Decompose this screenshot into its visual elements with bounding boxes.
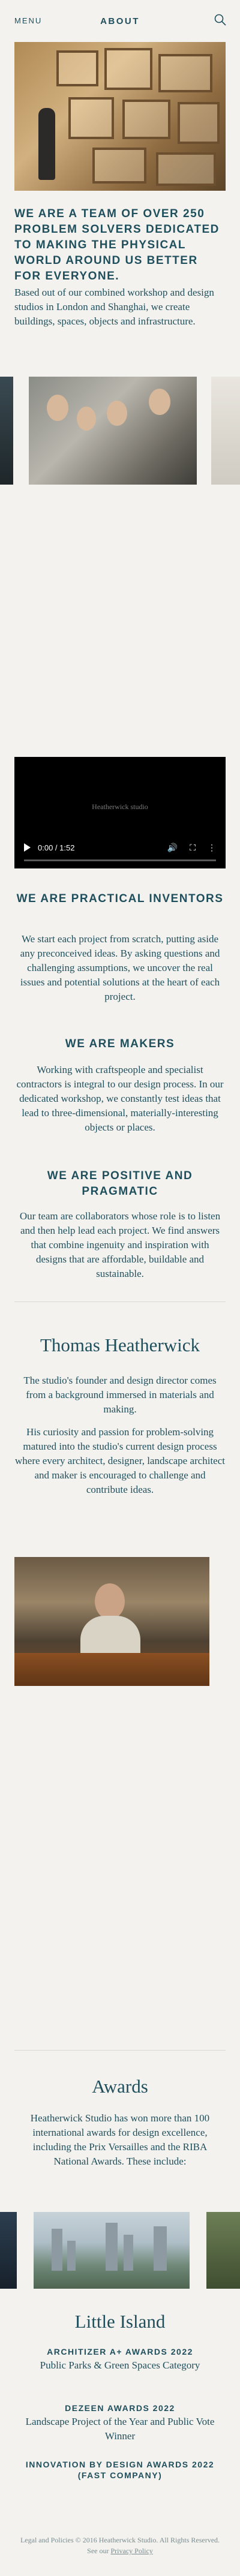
carousel-image-little-island[interactable] <box>34 2212 190 2289</box>
section-heading-positive: WE ARE POSITIVE AND PRAGMATIC <box>47 1170 193 1198</box>
video-progress-bar[interactable] <box>24 859 216 861</box>
carousel-image-prev[interactable] <box>0 377 13 485</box>
section-heading-makers: WE ARE MAKERS <box>65 1038 175 1050</box>
divider <box>14 2050 226 2051</box>
video-controls <box>14 838 226 856</box>
award-description: Public Parks & Green Spaces Category <box>40 2359 200 2371</box>
founder-text-1: The studio's founder and design director comes from a background immersed in materials and making. <box>23 1375 217 1415</box>
awards-heading: Awards <box>92 2076 148 2097</box>
section-text-positive: Our team are collaborators whose role is to listen and then help lead each project. We find answers that combine ingenuity and inspiration with designs that are affordable, buildable and sustainable. <box>19 1210 221 1279</box>
carousel-image-prev[interactable] <box>0 2212 17 2289</box>
fullscreen-icon[interactable]: ⛶ <box>190 842 196 852</box>
hero-image <box>14 42 226 191</box>
awards-text: Heatherwick Studio has won more than 100 international awards for design excellence, including the Prix Versailles and the RIBA National Awards. These include: <box>30 2112 210 2167</box>
menu-button[interactable]: MENU <box>14 16 43 25</box>
search-icon <box>214 13 227 26</box>
carousel-image-team[interactable] <box>29 377 197 485</box>
founder-name: Thomas Heatherwick <box>40 1334 200 1355</box>
divider <box>14 1301 226 1302</box>
more-options-icon[interactable]: ⋮ <box>208 842 216 852</box>
video-time: 0:00 / 1:52 <box>38 843 75 852</box>
award-title: DEZEEN AWARDS 2022 <box>65 2403 175 2413</box>
intro-text: Based out of our combined workshop and design studios in London and Shanghai, we create buildings, spaces, objects and infrastructure. <box>14 287 214 327</box>
page-title[interactable]: ABOUT <box>100 16 140 26</box>
intro-heading: WE ARE A TEAM OF OVER 250 PROBLEM SOLVERS DEDICATED TO MAKING THE PHYSICAL WORLD AROUND US BETTER FOR EVERYONE. <box>14 208 220 282</box>
footer <box>14 2535 226 2556</box>
founder-text-2: His curiosity and passion for problem-solving matured into the studio's current design process where every architect, designer, landscape architect and maker is encouraged to challenge and contribute ideas. <box>15 1426 225 1495</box>
search-button[interactable] <box>214 13 227 26</box>
section-text-inventors: We start each project from scratch, putting aside any preconceived ideas. By asking questions and challenging assumptions, we uncover the real issues and potential solutions at the heart of each project. <box>20 933 220 1002</box>
carousel-image-next[interactable] <box>206 2212 240 2289</box>
carousel-image-next[interactable] <box>211 377 240 485</box>
award-title: INNOVATION BY DESIGN AWARDS 2022 (FAST COMPANY) <box>25 2460 215 2480</box>
founder-portrait <box>14 1557 209 1686</box>
section-text-makers: Working with craftspeople and specialist contractors is integral to our design process. In our dedicated workshop, we constantly test ideas that lead to three-dimensional, materially-interesting objects or places. <box>16 1064 224 1133</box>
video-title: Heatherwick studio <box>92 802 148 811</box>
play-icon[interactable] <box>24 843 31 852</box>
volume-icon[interactable]: 🔊 <box>167 842 178 852</box>
privacy-policy-link[interactable]: Privacy Policy <box>110 2547 153 2555</box>
site-header <box>0 0 240 42</box>
award-description: Landscape Project of the Year and Public Vote Winner <box>25 2416 215 2442</box>
award-title: ARCHITIZER A+ AWARDS 2022 <box>47 2347 193 2356</box>
footer-text: Legal and Policies © 2016 Heatherwick Studio. All Rights Reserved. See our <box>20 2536 220 2555</box>
award-project-name: Little Island <box>74 2311 166 2332</box>
video-player[interactable] <box>14 757 226 868</box>
section-heading-inventors: WE ARE PRACTICAL INVENTORS <box>16 892 224 905</box>
